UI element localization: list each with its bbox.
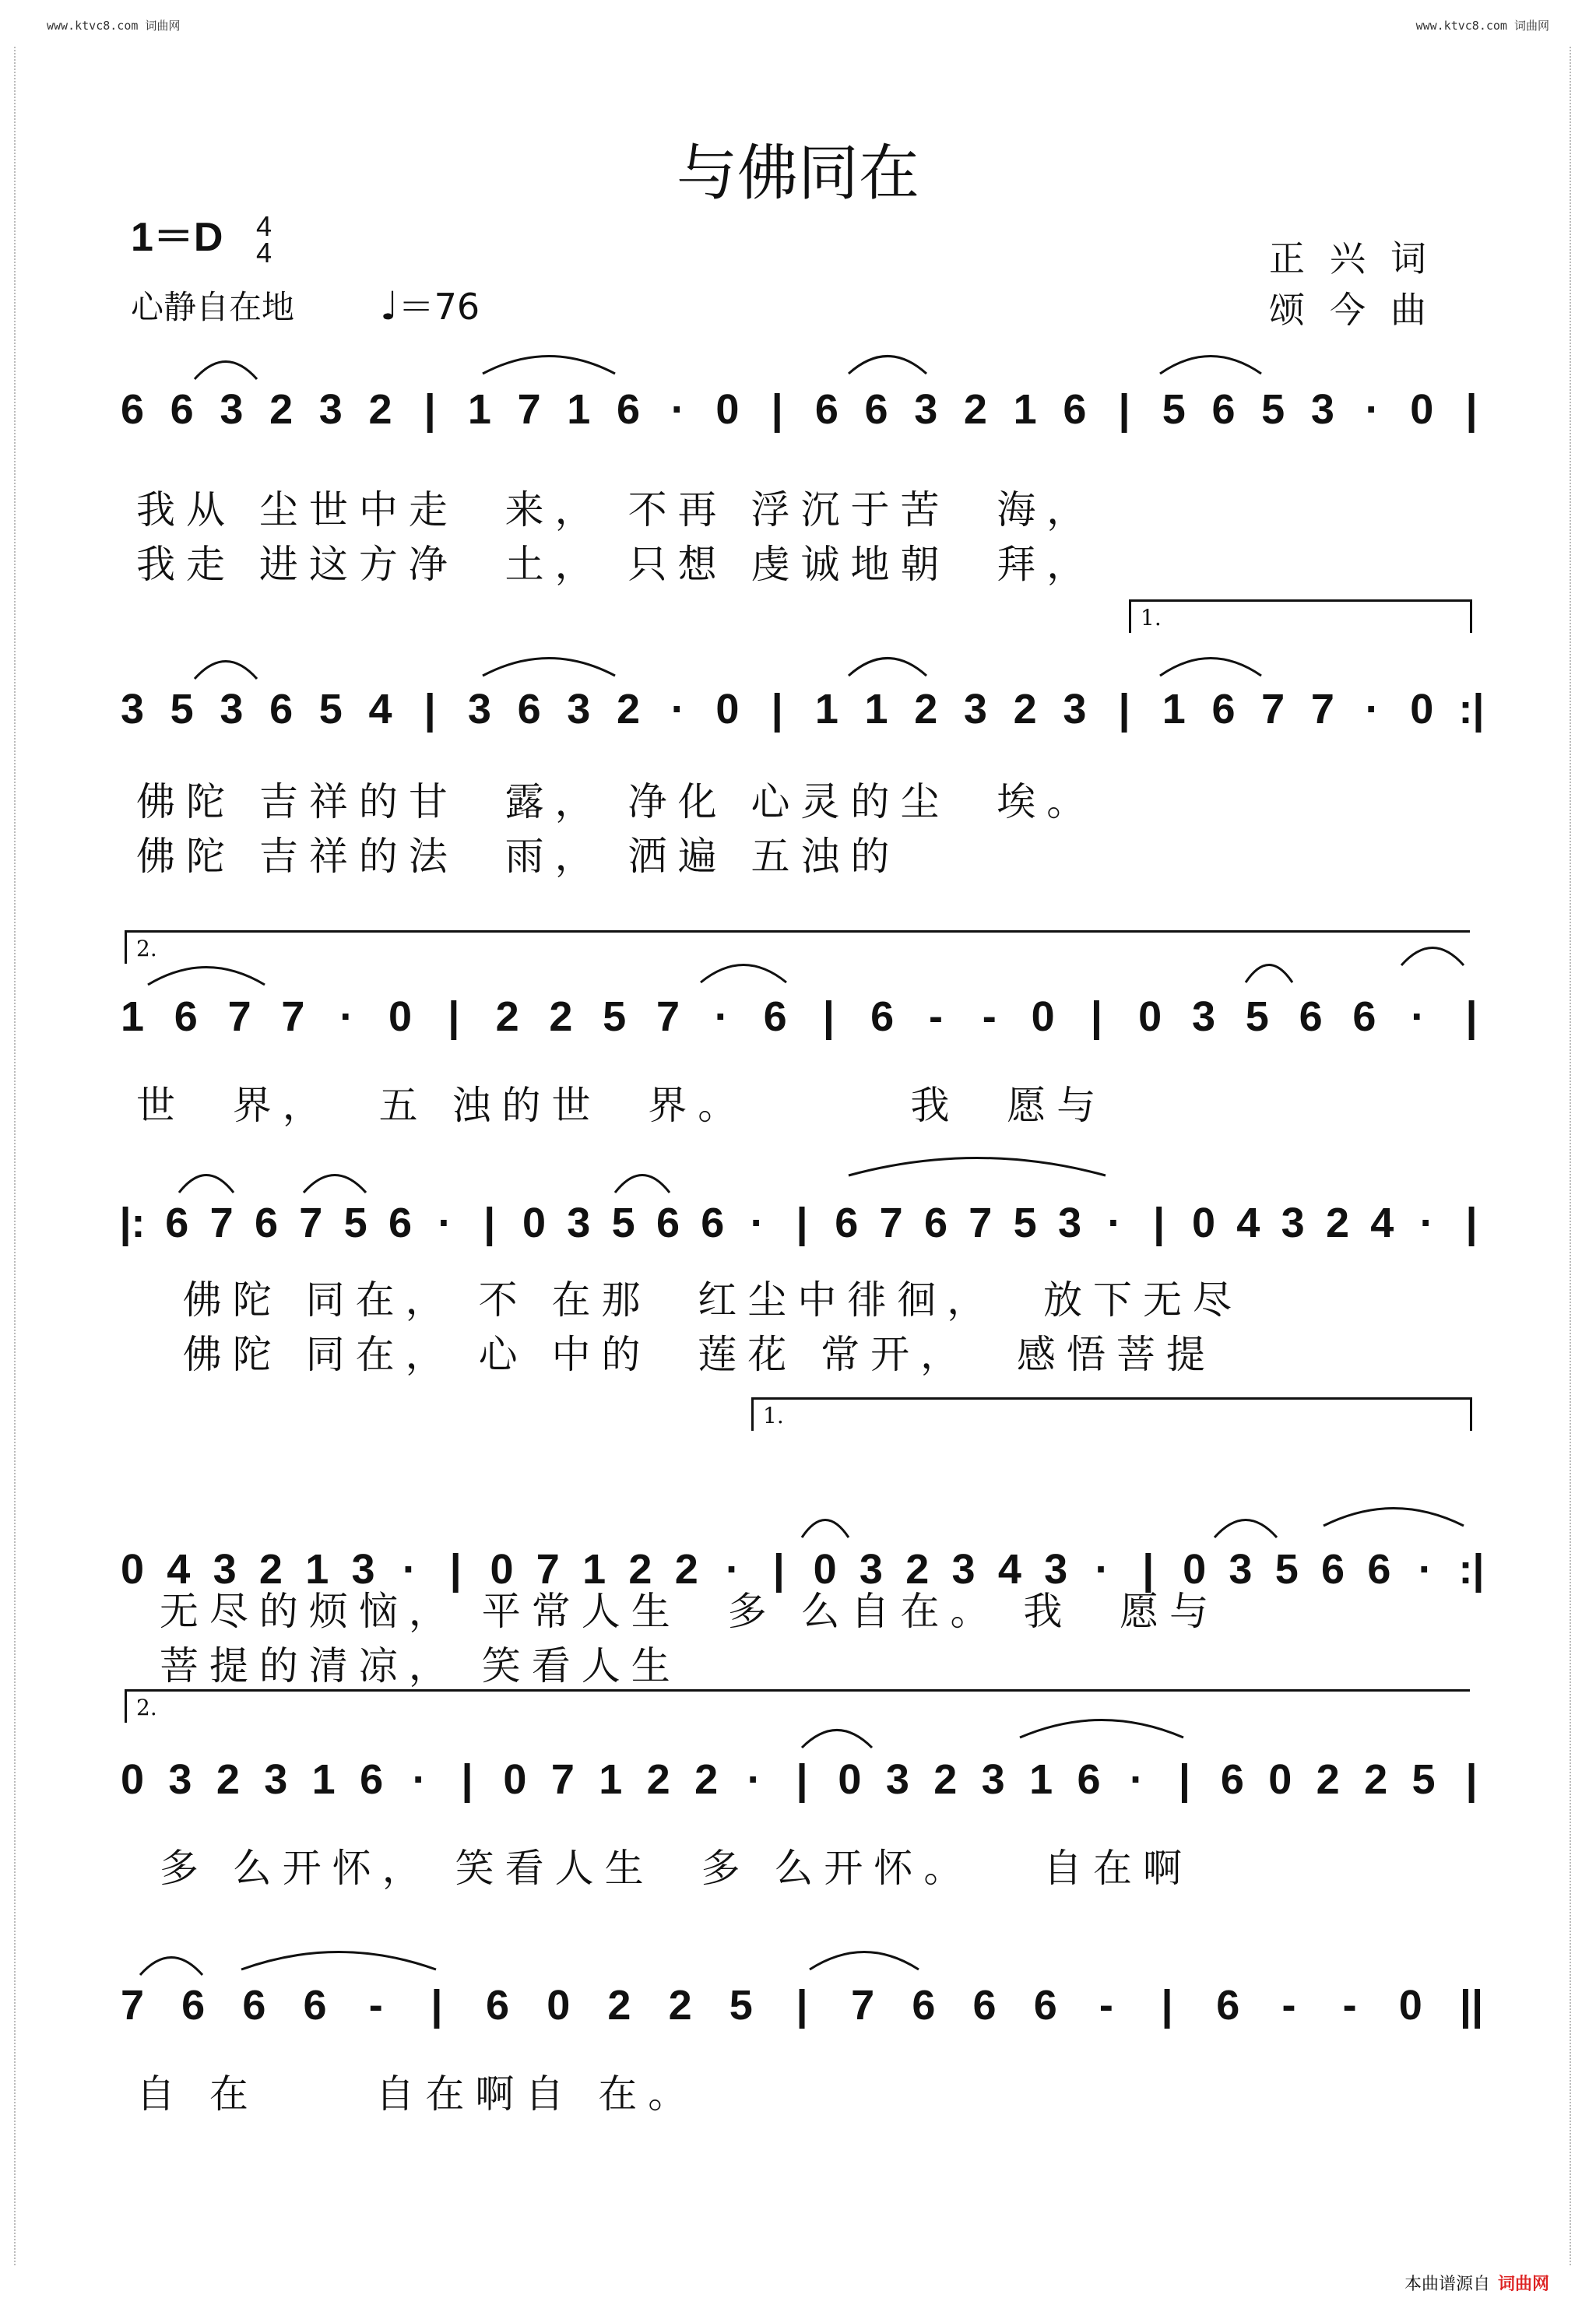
slur-arc [849, 659, 926, 676]
rest: 0 [120, 1756, 145, 1803]
note: 6 [1216, 1982, 1240, 2029]
note: 1 [1013, 386, 1037, 433]
dot-extension: · [1418, 1546, 1433, 1593]
note: 2 [963, 386, 987, 433]
note: 3 [914, 386, 938, 433]
note: 5 [1162, 386, 1186, 433]
dot-extension: · [670, 686, 685, 733]
barline: | [1465, 993, 1478, 1040]
watermark-left: www.ktvc8.com 词曲网 [47, 19, 181, 33]
rest: 0 [838, 1756, 862, 1803]
barline: :| [1458, 1546, 1485, 1593]
note: 3 [859, 1546, 883, 1593]
barline: | [1465, 386, 1478, 433]
volta-label: 1. [763, 1403, 784, 1428]
rest: 0 [1410, 386, 1434, 433]
rest: 0 [522, 1200, 547, 1246]
note: 2 [1316, 1756, 1340, 1803]
note: 7 [879, 1200, 903, 1246]
rest: 0 [1031, 993, 1055, 1040]
note: 3 [951, 1546, 976, 1593]
note: 1 [120, 993, 145, 1040]
note: 4 [1370, 1200, 1394, 1246]
dot-extension: · [1095, 1546, 1109, 1593]
note: 6 [912, 1982, 936, 2029]
note: 6 [835, 1200, 859, 1246]
note: 7 [656, 993, 680, 1040]
barline: | [424, 386, 436, 433]
note: 5 [170, 686, 194, 733]
barline: :| [1458, 686, 1485, 733]
barline: | [1090, 993, 1102, 1040]
note: 7 [1261, 686, 1285, 733]
tempo-value: ＝76 [398, 286, 480, 328]
barline: | [448, 993, 460, 1040]
barline: | [424, 686, 436, 733]
lyric-line: 世 界， 五 浊的世 界。 我 愿与 [136, 1083, 1107, 1128]
slur-arc [1020, 1720, 1183, 1738]
note: 6 [269, 686, 294, 733]
lyricist-credit: 正兴词 [1269, 237, 1451, 279]
dot-extension: · [1107, 1200, 1122, 1246]
dot-extension: · [438, 1200, 452, 1246]
dash-extension: - [1342, 1982, 1357, 2029]
note: 4 [997, 1546, 1021, 1593]
barline: | [431, 1982, 443, 2029]
time-top: 4 [255, 210, 272, 243]
barline: | [1178, 1756, 1190, 1803]
note: 1 [467, 386, 491, 433]
note: 1 [305, 1546, 329, 1593]
note: 7 [281, 993, 305, 1040]
slur-arc [849, 357, 926, 374]
note: 6 [1063, 386, 1087, 433]
note: 5 [603, 993, 627, 1040]
note: 1 [582, 1546, 606, 1593]
note: 1 [311, 1756, 336, 1803]
footer-source: 本曲谱源自 [1404, 2275, 1490, 2294]
note: 3 [963, 686, 987, 733]
barline: | [1161, 1982, 1173, 2029]
dot-extension: · [1365, 686, 1380, 733]
quarter-note-icon: ♩ [380, 283, 399, 329]
time-bottom: 4 [255, 237, 272, 269]
note: 2 [1013, 686, 1037, 733]
slur-arc [1246, 965, 1292, 983]
rest: 0 [490, 1546, 514, 1593]
rest: 0 [1268, 1756, 1292, 1803]
note: 6 [1211, 686, 1236, 733]
dot-extension: · [750, 1200, 765, 1246]
slur-arc [701, 965, 786, 983]
note: 3 [981, 1756, 1005, 1803]
barline: | [771, 386, 783, 433]
rest: 0 [1398, 1982, 1422, 2029]
lyric-line: 多 么开怀， 笑看人生 多 么开怀。 自在啊 [136, 1846, 1193, 1891]
note: 6 [120, 386, 145, 433]
note: 2 [549, 993, 573, 1040]
slur-arc [810, 1952, 919, 1970]
barline: | [1118, 686, 1130, 733]
slur-arc [241, 1952, 436, 1970]
barline: | [772, 1546, 785, 1593]
note: 2 [668, 1982, 692, 2029]
lyric-line: 我走 进这方净 土， 只想 虔诚地朝 拜， [136, 542, 1097, 587]
rest: 0 [715, 686, 740, 733]
slur-arc [195, 662, 257, 680]
slur-arc [802, 1520, 849, 1538]
note: 6 [1211, 386, 1236, 433]
rest: 0 [1183, 1546, 1207, 1593]
dot-extension: · [339, 993, 354, 1040]
slur-arc [1324, 1509, 1464, 1527]
note: 3 [1191, 993, 1216, 1040]
rest: 0 [503, 1756, 527, 1803]
note: 6 [617, 386, 641, 433]
dot-extension: · [670, 386, 685, 433]
dot-extension: · [726, 1546, 740, 1593]
barline: | [461, 1756, 473, 1803]
note: 3 [467, 686, 491, 733]
note: 6 [1367, 1546, 1391, 1593]
barline: | [1465, 1756, 1478, 1803]
note: 3 [220, 686, 244, 733]
note: 2 [628, 1546, 652, 1593]
note: 6 [1033, 1982, 1057, 2029]
note: 7 [120, 1982, 145, 2029]
barline: | [771, 686, 783, 733]
note: 7 [1310, 686, 1334, 733]
song-title: 与佛同在 [676, 139, 919, 209]
note: 2 [607, 1982, 631, 2029]
dot-extension: · [1411, 993, 1426, 1040]
barline: | [1118, 386, 1130, 433]
rest: 0 [715, 386, 740, 433]
rest: 0 [388, 993, 413, 1040]
note: 6 [165, 1200, 189, 1246]
dot-extension: · [1419, 1200, 1434, 1246]
note: 1 [814, 686, 838, 733]
note: 7 [550, 1756, 575, 1803]
note: 3 [264, 1756, 288, 1803]
note: 6 [864, 386, 888, 433]
note: 5 [1274, 1546, 1299, 1593]
dot-extension: · [1130, 1756, 1144, 1803]
note: 3 [168, 1756, 192, 1803]
note: 7 [227, 993, 251, 1040]
slur-arc [615, 1175, 670, 1193]
lyric-line: 佛陀 同在， 心 中的 莲花 常开， 感悟菩提 [136, 1332, 1216, 1377]
slur-arc [179, 1175, 234, 1193]
lyric-line: 佛陀 同在， 不 在那 红尘中徘徊， 放下无尽 [136, 1277, 1243, 1323]
barline: |: [119, 1200, 146, 1246]
note: 6 [1077, 1756, 1101, 1803]
note: 2 [495, 993, 519, 1040]
note: 6 [1220, 1756, 1244, 1803]
note: 3 [351, 1546, 375, 1593]
note: 6 [486, 1982, 510, 2029]
note: 2 [1325, 1200, 1350, 1246]
barline: | [449, 1546, 462, 1593]
lyric-line: 无尽的烦恼， 平常人生 多 么自在。 我 愿与 [136, 1589, 1220, 1634]
note: 2 [269, 386, 294, 433]
note: 3 [1310, 386, 1334, 433]
note: 5 [1261, 386, 1285, 433]
note: 3 [1229, 1546, 1253, 1593]
note: 2 [216, 1756, 240, 1803]
barline: | [1142, 1546, 1155, 1593]
note: 2 [694, 1756, 719, 1803]
note: 5 [611, 1200, 635, 1246]
note: 6 [870, 993, 895, 1040]
barline: | [483, 1200, 496, 1246]
slur-arc [140, 1958, 202, 1976]
note: 6 [923, 1200, 948, 1246]
note: 5 [729, 1982, 753, 2029]
barline: | [1153, 1200, 1165, 1246]
note: 3 [567, 1200, 591, 1246]
note: 2 [646, 1756, 670, 1803]
watermark-right: www.ktvc8.com 词曲网 [1415, 19, 1549, 33]
note: 1 [599, 1756, 623, 1803]
note: 6 [1321, 1546, 1345, 1593]
slur-arc [1160, 357, 1261, 374]
note: 3 [120, 686, 145, 733]
lyric-line: 菩提的清凉， 笑看人生 [136, 1643, 681, 1688]
rest: 0 [1410, 686, 1434, 733]
note: 6 [814, 386, 838, 433]
footer-brand: 词曲网 [1497, 2275, 1549, 2294]
note: 3 [220, 386, 244, 433]
note: 2 [914, 686, 938, 733]
note: 4 [167, 1546, 191, 1593]
note: 5 [1013, 1200, 1037, 1246]
note: 1 [864, 686, 888, 733]
note: 7 [209, 1200, 234, 1246]
note: 6 [763, 993, 787, 1040]
note: 4 [1236, 1200, 1260, 1246]
note: 2 [905, 1546, 930, 1593]
slur-arc [1215, 1520, 1277, 1538]
dot-extension: · [747, 1756, 761, 1803]
note: 4 [368, 686, 392, 733]
note: 5 [1411, 1756, 1436, 1803]
dot-extension: · [402, 1546, 417, 1593]
note: 2 [933, 1756, 958, 1803]
slur-arc [849, 1158, 1106, 1176]
note: 2 [368, 386, 392, 433]
slur-arc [1401, 948, 1464, 966]
dash-extension: - [1281, 1982, 1296, 2029]
note: 5 [318, 686, 343, 733]
note: 6 [972, 1982, 997, 2029]
rest: 0 [1191, 1200, 1216, 1246]
note: 6 [1299, 993, 1323, 1040]
note: 7 [536, 1546, 560, 1593]
key-label: 1＝D [131, 215, 223, 260]
note: 3 [213, 1546, 237, 1593]
dash-extension: - [929, 993, 943, 1040]
volta-label: 2. [136, 936, 157, 961]
note: 5 [1245, 993, 1269, 1040]
note: 3 [1281, 1200, 1305, 1246]
slur-arc [1160, 659, 1261, 676]
note: 6 [517, 686, 541, 733]
dot-extension: · [412, 1756, 427, 1803]
note: 3 [885, 1756, 909, 1803]
note: 2 [617, 686, 641, 733]
note: 6 [701, 1200, 725, 1246]
barline: | [796, 1756, 808, 1803]
dot-extension: · [714, 993, 729, 1040]
note: 3 [1057, 1200, 1082, 1246]
rest: 0 [547, 1982, 571, 2029]
lyric-line: 我从 尘世中走 来， 不再 浮沉于苦 海， [136, 487, 1097, 532]
slur-arc [148, 968, 265, 986]
note: 1 [1029, 1756, 1053, 1803]
barline: | [1465, 1200, 1478, 1246]
dash-extension: - [368, 1982, 383, 2029]
note: 3 [567, 686, 591, 733]
dash-extension: - [1099, 1982, 1113, 2029]
note: 7 [968, 1200, 993, 1246]
note: 2 [258, 1546, 283, 1593]
slur-arc [195, 362, 257, 380]
note: 6 [254, 1200, 279, 1246]
note: 5 [343, 1200, 367, 1246]
slur-arc [483, 357, 615, 374]
note: 2 [674, 1546, 698, 1593]
slur-arc [802, 1730, 872, 1748]
note: 6 [388, 1200, 413, 1246]
volta-label: 2. [136, 1695, 157, 1720]
note: 6 [242, 1982, 266, 2029]
barline: | [822, 993, 835, 1040]
dash-extension: - [982, 993, 997, 1040]
note: 7 [299, 1200, 323, 1246]
note: 6 [360, 1756, 384, 1803]
barline: || [1459, 1982, 1484, 2029]
volta-label: 1. [1141, 605, 1162, 631]
lyric-line: 佛陀 吉祥的甘 露， 净化 心灵的尘 埃。 [136, 779, 1097, 824]
note: 6 [303, 1982, 327, 2029]
note: 7 [517, 386, 541, 433]
slur-arc [483, 659, 615, 676]
note: 6 [181, 1982, 206, 2029]
rest: 0 [1138, 993, 1162, 1040]
note: 7 [851, 1982, 875, 2029]
barline: | [796, 1982, 808, 2029]
lyric-line: 自 在 自在啊自 在。 [136, 2071, 698, 2117]
note: 1 [567, 386, 591, 433]
note: 6 [170, 386, 194, 433]
dot-extension: · [1365, 386, 1380, 433]
note: 3 [1044, 1546, 1068, 1593]
note: 3 [1063, 686, 1087, 733]
note: 6 [174, 993, 198, 1040]
composer-credit: 颂今曲 [1269, 289, 1451, 331]
lyric-line: 佛陀 吉祥的法 雨， 洒遍 五浊的 [136, 834, 901, 879]
tempo-expression: 心静自在地 [131, 288, 295, 326]
note: 3 [318, 386, 343, 433]
rest: 0 [120, 1546, 145, 1593]
note: 2 [1364, 1756, 1388, 1803]
note: 6 [1352, 993, 1376, 1040]
note: 6 [656, 1200, 680, 1246]
barline: | [796, 1200, 808, 1246]
rest: 0 [813, 1546, 837, 1593]
note: 1 [1162, 686, 1186, 733]
slur-arc [304, 1175, 366, 1193]
